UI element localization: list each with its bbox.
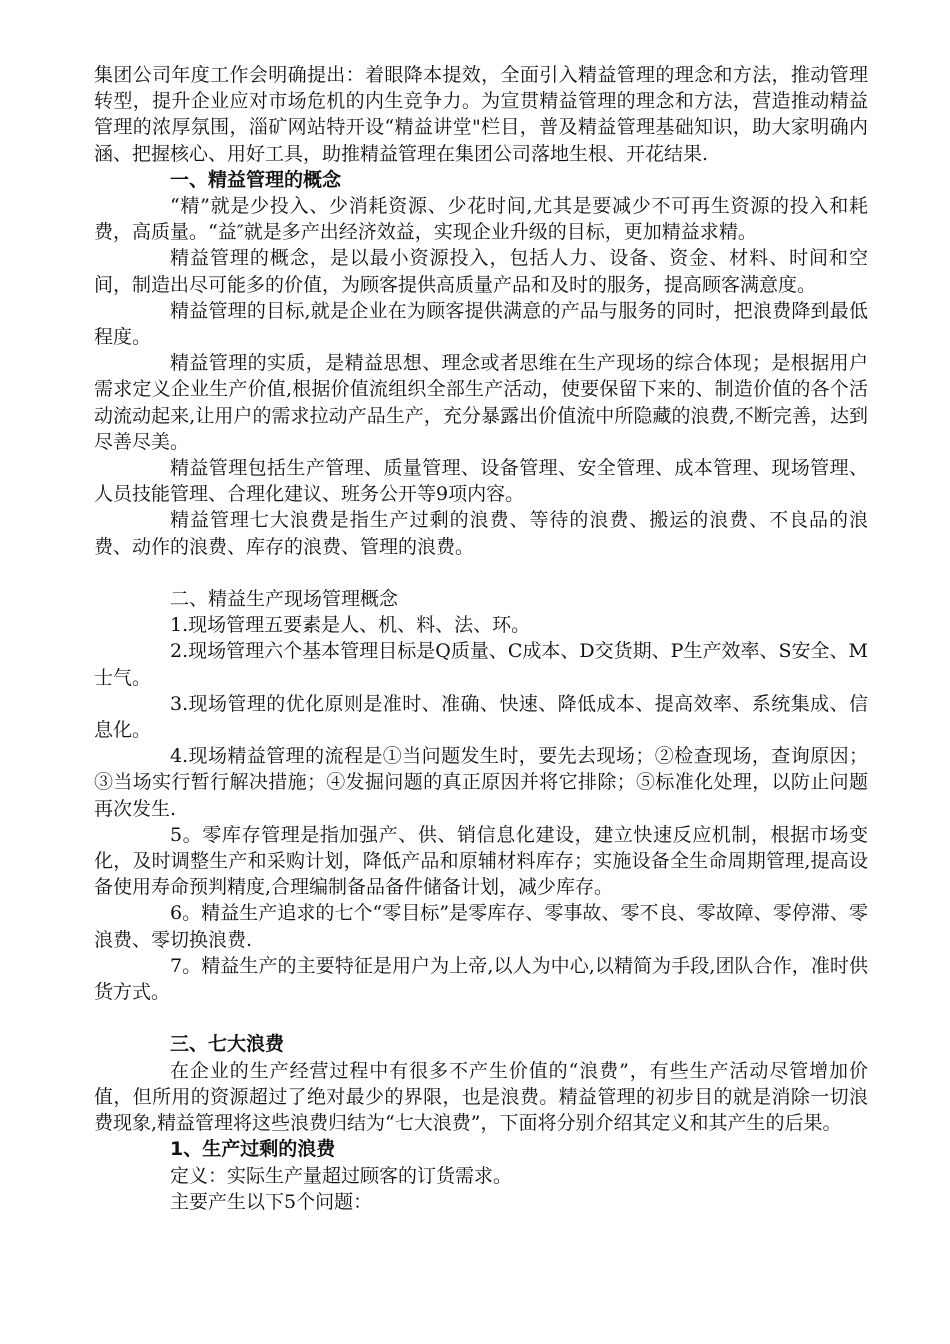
blank-line bbox=[94, 1005, 868, 1031]
section2-heading: 二、精益生产现场管理概念 bbox=[170, 588, 399, 611]
section2-item: 3.现场管理的优化原则是准时、准确、快速、降低成本、提高效率、系统集成、信息化。 bbox=[94, 692, 868, 742]
section1-paragraph: 精益管理的目标,就是企业在为顾客提供满意的产品与服务的同时，把浪费降到最低程度。 bbox=[94, 299, 868, 349]
section3-heading: 三、七大浪费 bbox=[170, 1033, 285, 1056]
section1-heading: 一、精益管理的概念 bbox=[170, 168, 342, 191]
section2-item: 6。精益生产追求的七个“零目标”是零库存、零事故、零不良、零故障、零停滞、零浪费、零切换浪费. bbox=[94, 902, 868, 951]
section2-item: 1.现场管理五要素是人、机、料、法、环。 bbox=[170, 614, 531, 637]
section2-item: 2.现场管理六个基本管理目标是Q质量、C成本、D交货期、P生产效率、S安全、M士气。 bbox=[94, 640, 868, 689]
problems-intro: 主要产生以下5个问题： bbox=[170, 1190, 373, 1213]
section1-paragraph: 精益管理的实质，是精益思想、理念或者思维在生产现场的综合体现；是根据用户需求定义企业生产价值,根据价值流组织全部生产活动，使要保留下来的、制造价值的各个活动流动起来,让用户的需求拉动产品生产，充分暴露出价值流中所隐藏的浪费,不断完善，达到尽善尽美。 bbox=[94, 352, 868, 453]
section2-item: 4.现场精益管理的流程是①当问题发生时，要先去现场；②检查现场，查询原因；③当场实行暂行解决措施；④发掘问题的真正原因并将它排除；⑤标准化处理，以防止问题再次发生. bbox=[94, 745, 868, 820]
intro-paragraph: 集团公司年度工作会明确提出：着眼降本提效，全面引入精益管理的理念和方法，推动管理转型，提升企业应对市场危机的内生竞争力。为宣贯精益管理的理念和方法，营造推动精益管理的浓厚氛围，淄矿网站特开设“精益讲堂"栏目，普及精益管理基础知识，助大家明确内涵、把握核心、用好工具，助推精益管理在集团公司落地生根、开花结果. bbox=[94, 64, 868, 165]
blank-line bbox=[94, 560, 868, 586]
section3-paragraph: 在企业的生产经营过程中有很多不产生价值的“浪费”，有些生产活动尽管增加价值，但所用的资源超过了绝对最少的界限，也是浪费。精益管理的初步目的就是消除一切浪费现象,精益管理将这些浪费归结为“七大浪费”，下面将分别介绍其定义和其产生的后果。 bbox=[94, 1059, 868, 1135]
section1-paragraph: 精益管理七大浪费是指生产过剩的浪费、等待的浪费、搬运的浪费、不良品的浪费、动作的浪费、库存的浪费、管理的浪费。 bbox=[94, 509, 868, 558]
section1-paragraph: “精”就是少投入、少消耗资源、少花时间,尤其是要减少不可再生资源的投入和耗费，高质量。“益″就是多产出经济效益，实现企业升级的目标，更加精益求精。 bbox=[94, 195, 868, 244]
section1-paragraph: 精益管理包括生产管理、质量管理、设备管理、安全管理、成本管理、现场管理、人员技能管理、合理化建议、班务公开等9项内容。 bbox=[94, 457, 868, 506]
definition-line: 定义：实际生产量超过顾客的订货需求。 bbox=[170, 1164, 513, 1187]
section3-sub-heading: 1、生产过剩的浪费 bbox=[170, 1138, 336, 1161]
section2-item: 7。精益生产的主要特征是用户为上帝,以人为中心,以精简为手段,团队合作，准时供货方式。 bbox=[94, 954, 868, 1004]
section2-item: 5。零库存管理是指加强产、供、销信息化建设，建立快速反应机制，根据市场变化，及时调整生产和采购计划，降低产品和原辅材料库存；实施设备全生命周期管理,提高设备使用寿命预判精度,合理编制备品备件储备计划，减少库存。 bbox=[94, 823, 868, 899]
section1-paragraph: 精益管理的概念，是以最小资源投入，包括人力、设备、资金、材料、时间和空间，制造出尽可能多的价值，为顾客提供高质量产品和及时的服务，提高顾客满意度。 bbox=[94, 247, 868, 296]
